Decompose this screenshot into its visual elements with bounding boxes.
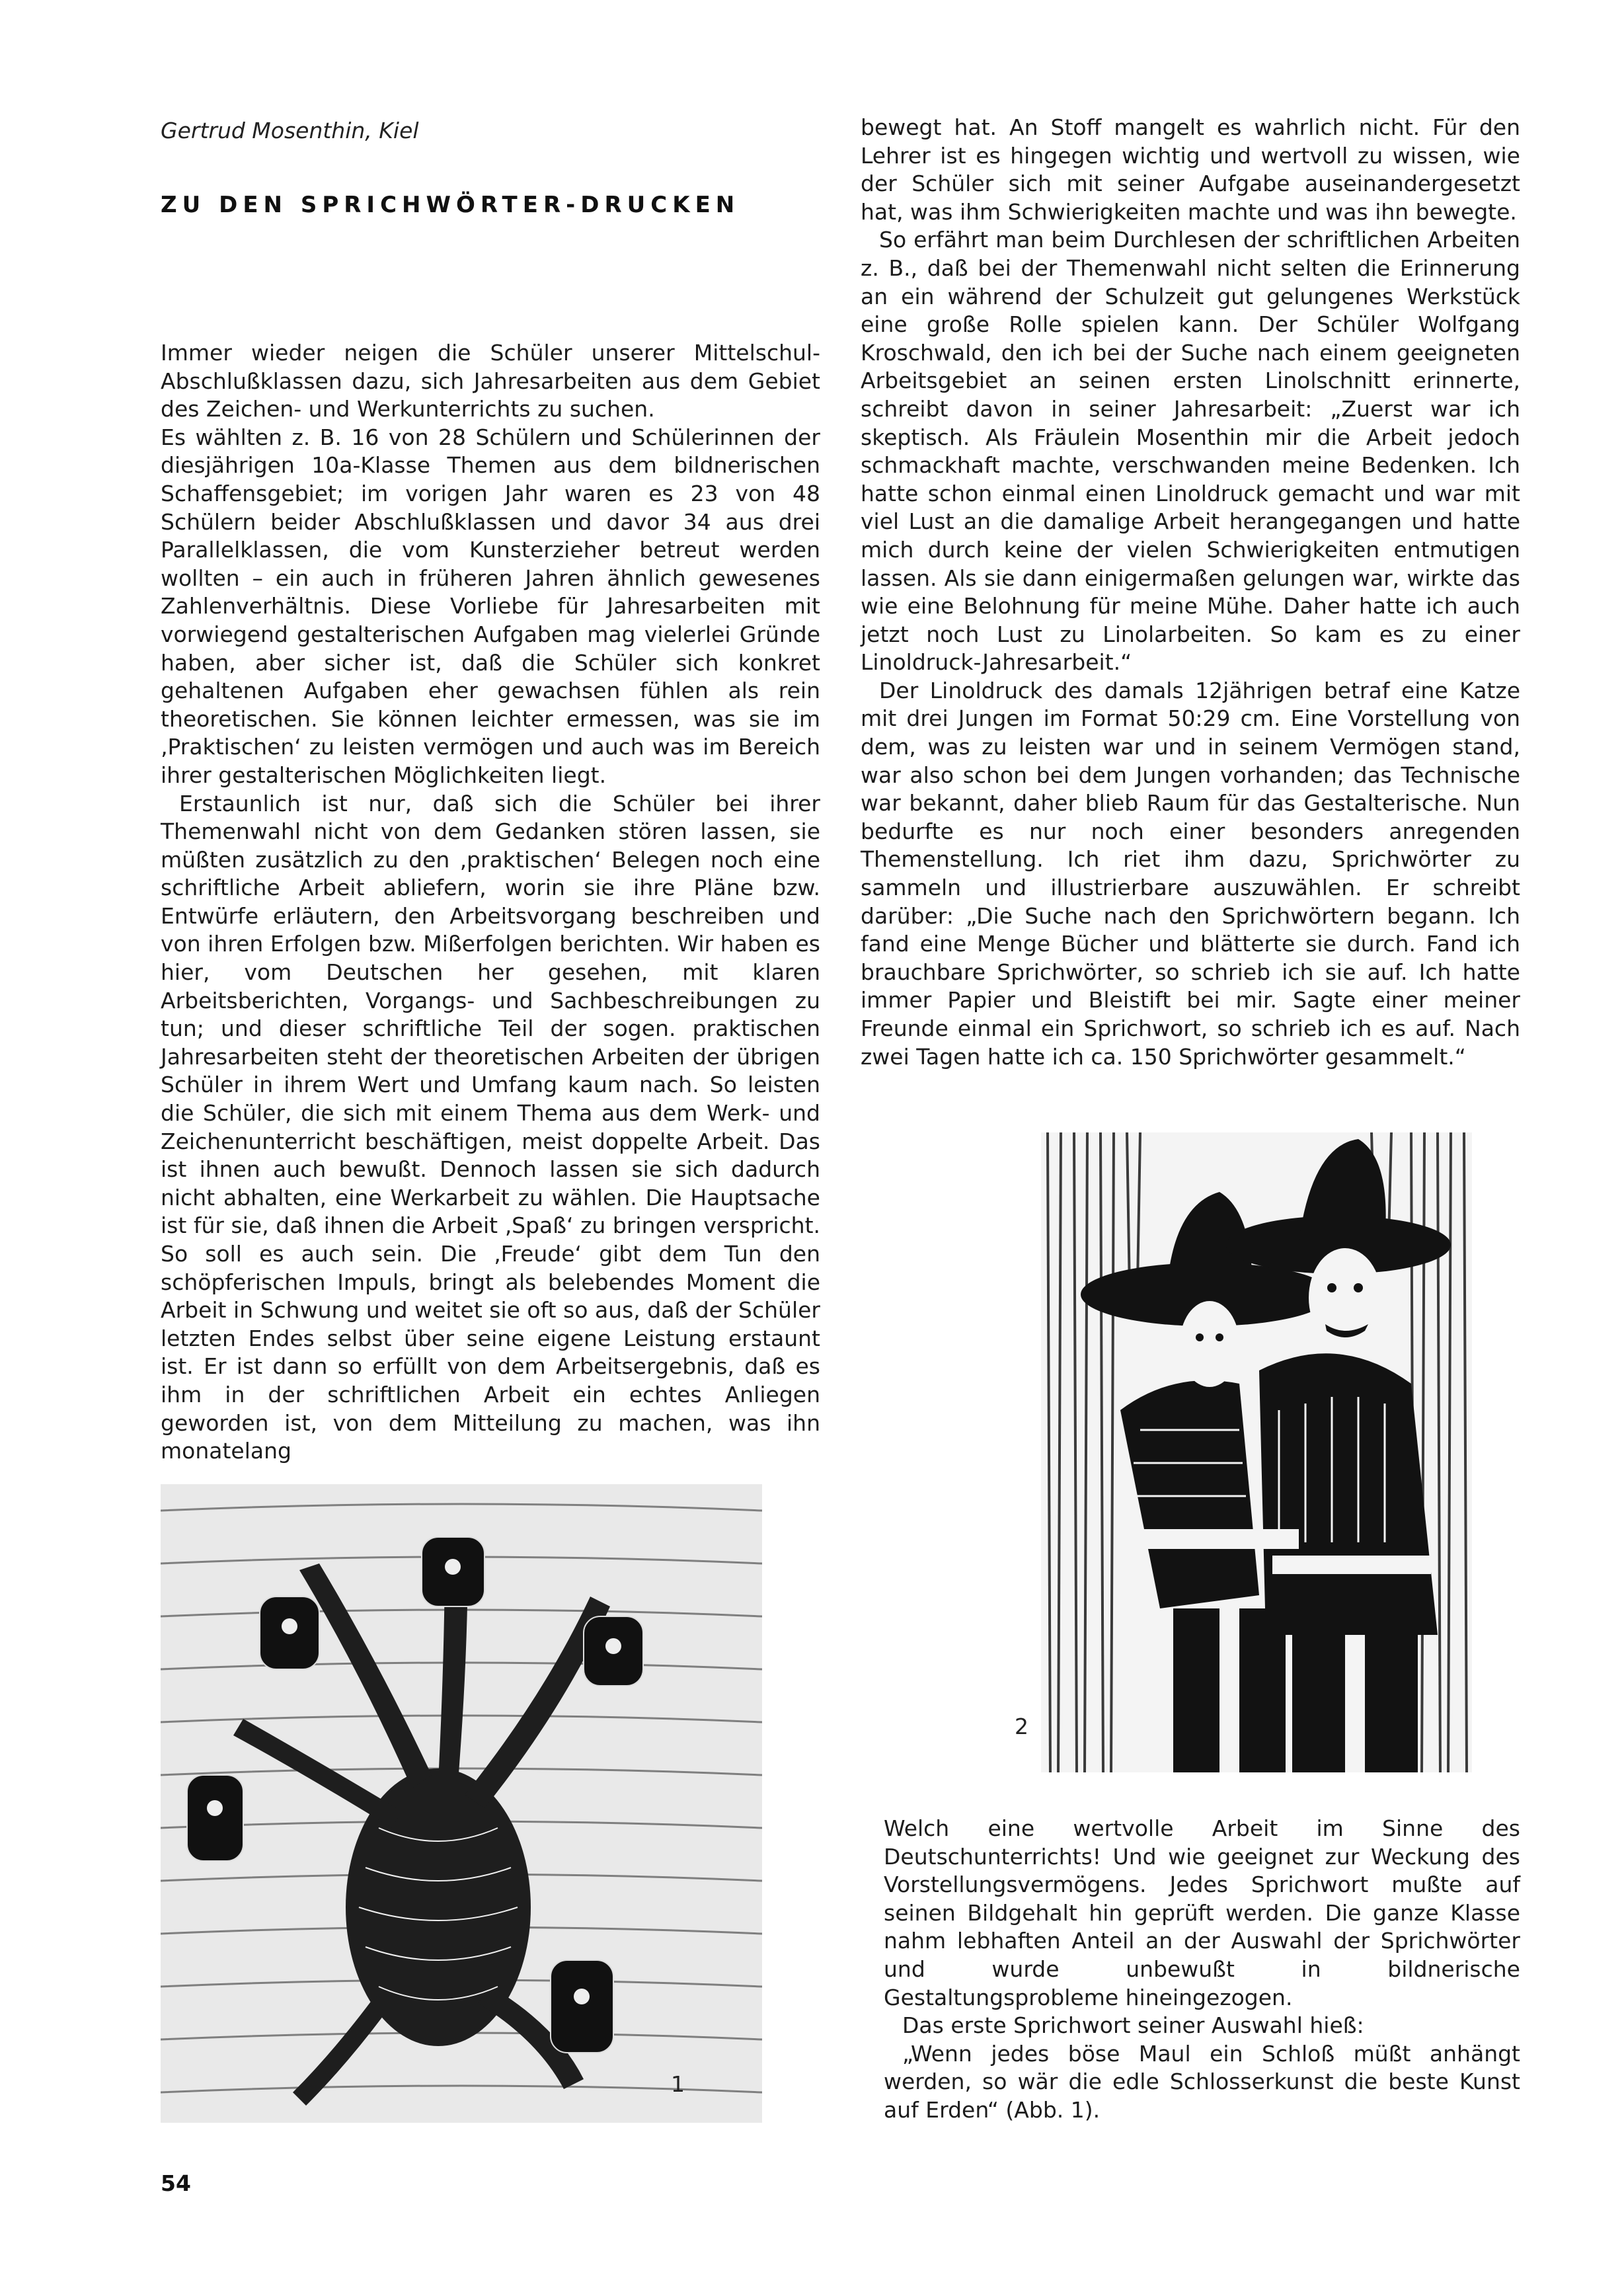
paragraph: So erfährt man beim Durchlesen der schriftlichen Arbeiten z. B., daß bei der Themenwahl nicht selten die Erinnerung an ein während der Schulzeit gut gelungenes Werkstück eine große Rolle spielen kann. Der Schüler Wolfgang Kroschwald, den ich bei der Suche nach einem geeigneten Arbeitsgebiet an seinen ersten Linolschnitt erinnerte, schreibt davon in seiner Jahresarbeit: „Zuerst war ich skeptisch. Als Fräulein Mosenthin mir die Arbeit jedoch schmackhaft machte, verschwanden meine Bedenken. Ich hatte schon einmal einen Linoldruck gemacht und war mit viel Lust an die damalige Arbeit herangegangen und hatte mich durch keine der vielen Schwierigkeiten entmutigen lassen. Als sie dann einigermaßen gelungen war, wirkte das wie eine Belohnung für meine Mühe. Daher hatte ich auch jetzt noch Lust zu Linolarbeiten. So kam es zu einer Linoldruck-Jahresarbeit.“ [861,227,1520,676]
right-column-top [861,114,1520,1071]
paragraph: bewegt hat. An Stoff mangelt es wahrlich nicht. Für den Lehrer ist es hingegen wichtig und wertvoll zu wissen, wie der Schüler sich mit seiner Aufgabe auseinandergesetzt hat, was ihm Schwierigkeiten machte und was ihn bewegte. [861,114,1520,225]
paragraph: Welch eine wertvolle Arbeit im Sinne des Deutschunterrichts! Und wie geeignet zur Weckung des Vorstellungsvermögens. Jedes Sprichwort mußte auf seinen Bildgehalt hin geprüft werden. Die ganze Klasse nahm lebhaften Anteil an der Auswahl der Sprichwörter und wurde unbewußt in bildnerische Gestaltungsprobleme hineingezogen. [884,1815,1520,2010]
paragraph: Der Linoldruck des damals 12jährigen betraf eine Katze mit drei Jungen im Format 50:29 cm. Eine Vorstellung von dem, was zu leisten war und in seinem Vermögen stand, war also schon bei dem Jungen vorhanden; das Technische war bekannt, daher blieb Raum für das Gestalterische. Nun bedurfte es nur noch einer besonders anregenden Themenstellung. Ich riet ihm dazu, Sprichwörter zu sammeln und illustrierbare auszuwählen. Er schreibt darüber: „Die Suche nach den Sprichwörtern begann. Ich fand eine Menge Bücher und blätterte sie durch. Fand ich brauchbare Sprichwörter, so schrieb ich sie auf. Ich hatte immer Papier und Bleistift bei mir. Sagte einer meiner Freunde einmal ein Sprichwort, so schrieb ich es auf. Nach zwei Tagen hatte ich ca. 150 Sprichwörter gesammelt.“ [861,677,1520,1070]
paragraph: Das erste Sprichwort seiner Auswahl hieß: [902,2012,1364,2039]
right-column-bottom [884,1815,1520,2125]
cowboys-linocut-illustration [1041,1132,1472,1772]
page-number: 54 [161,2170,191,2196]
figure-2-linocut-cowboys [1041,1132,1472,1772]
dragon-linocut-illustration [161,1484,762,2123]
article-title: ZU DEN SPRICHWÖRTER-DRUCKEN [161,192,740,218]
paragraph: Erstaunlich ist nur, daß sich die Schüler bei ihrer Themenwahl nicht von dem Gedanken stören lassen, sie müßten zusätzlich zu den ‚praktischen‘ Belegen noch eine schriftliche Arbeit abliefern, worin sie ihre Pläne bzw. Entwürfe erläutern, den Arbeitsvorgang beschreiben und von ihren Erfolgen bzw. Mißerfolgen berichten. Wir haben es hier, vom Deutschen her gesehen, mit klaren Arbeitsberichten, Vorgangs- und Sachbeschreibungen zu tun; und dieser schriftliche Teil der sogen. praktischen Jahresarbeiten steht der theoretischen Arbeiten der übrigen Schüler in ihrem Wert und Umfang kaum nach. So leisten die Schüler, die sich mit einem Thema aus dem Werk- und Zeichenunterricht beschäftigen, meist doppelte Arbeit. Das ist ihnen auch bewußt. Dennoch lassen sie sich dadurch nicht abhalten, eine Werkarbeit zu wählen. Die Hauptsache ist für sie, daß ihnen die Arbeit ‚Spaß‘ zu bringen verspricht. So soll es auch sein. Die ‚Freude‘ gibt dem Tun den schöpferischen Impuls, bringt als belebendes Moment die Arbeit in Schwung und weitet sie oft so aus, daß der Schüler letzten Endes selbst über seine eigene Leistung erstaunt ist. Er ist dann so erfüllt von dem Arbeitsergebnis, daß es ihm in der schriftlichen Arbeit ein echtes Anliegen geworden ist, von dem Mitteilung zu machen, was ihn monatelang [161,790,820,1464]
figure-1-number: 1 [671,2071,685,2097]
left-column [161,339,820,1466]
paragraph: Es wählten z. B. 16 von 28 Schülern und Schülerinnen der diesjährigen 10a-Klasse Themen aus dem bildnerischen Schaffensgebiet; im vorigen Jahr waren es 23 von 48 Schülern beider Abschlußklassen und davor 34 aus drei Parallelklassen, die vom Kunsterzieher betreut werden wollten – ein auch in früheren Jahren ähnlich gewesenes Zahlenverhältnis. Diese Vorliebe für Jahresarbeiten mit vorwiegend gestalterischen Aufgaben mag vielerlei Gründe haben, aber sicher ist, daß die Schüler sich konkret gehaltenen Aufgaben eher gewachsen fühlen als rein theoretischen. Sie können leichter ermessen, was sie im ‚Praktischen‘ zu leisten vermögen und auch was im Bereich ihrer gestalterischen Möglichkeiten liegt. [161,424,820,788]
figure-2-number: 2 [1015,1714,1028,1739]
paragraph: „Wenn jedes böse Maul ein Schloß müßt anhängt werden, so wär die edle Schlosserkunst die beste Kunst auf Erden“ (Abb. 1). [884,2040,1520,2123]
figure-1-linocut-dragon [161,1484,762,2123]
author-line: Gertrud Mosenthin, Kiel [161,118,419,143]
paragraph: Immer wieder neigen die Schüler unserer Mittelschul-Abschlußklassen dazu, sich Jahresarbeiten aus dem Gebiet des Zeichen- und Werkunterrichts zu suchen. [161,340,820,422]
